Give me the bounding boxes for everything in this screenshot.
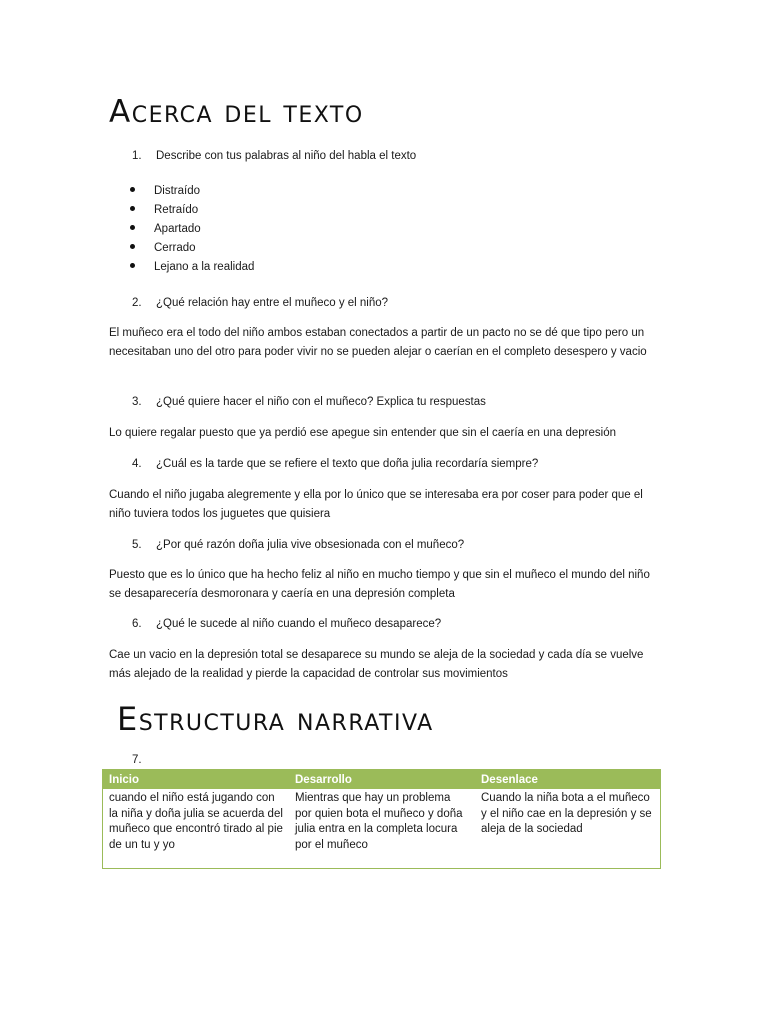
answer-6: Cae un vacio en la depresión total se desaparece su mundo se aleja de la sociedad y cada día se vuelve más alejado de la realidad y pierde la capacidad de controlar sus movimientos (109, 649, 644, 680)
question-3 (132, 393, 692, 412)
list-item-text: Cerrado (154, 242, 196, 254)
bullet-icon (130, 206, 135, 211)
question-number: 6. (132, 618, 142, 630)
question-number: 4. (132, 458, 142, 470)
question-text: ¿Qué quiere hacer el niño con el muñeco? Explica tu respuestas (156, 396, 486, 408)
question-text: Describe con tus palabras al niño del habla el texto (156, 150, 417, 162)
question-1 (132, 147, 692, 166)
cell-desarrollo: Mientras que hay un problema por quien bota el muñeco y doña julia entra en la completa locura por el muñeco (295, 792, 463, 851)
bullet-icon (130, 187, 135, 192)
list-item (130, 201, 198, 220)
list-item (130, 220, 201, 239)
answer-4: Cuando el niño jugaba alegremente y ella por lo único que se interesaba era por coser para poder que el niño tuviera todos los juguetes que quisiera (109, 489, 643, 520)
question-text: ¿Cuál es la tarde que se refiere el texto que doña julia recordaría siempre? (156, 458, 539, 470)
list-item-text: Apartado (154, 223, 201, 235)
question-6 (132, 615, 692, 634)
list-item (130, 258, 254, 277)
question-text: ¿Por qué razón doña julia vive obsesionada con el muñeco? (156, 539, 465, 551)
bullet-icon (130, 225, 135, 230)
question-text: ¿Qué relación hay entre el muñeco y el niño? (156, 297, 389, 309)
header-inicio: Inicio (103, 770, 289, 789)
question-5 (132, 536, 692, 555)
list-item (130, 239, 196, 258)
question-7 (132, 751, 692, 770)
cell-inicio: cuando el niño está jugando con la niña y doña julia se acuerda del muñeco que encontró tirado al pie de un tu y yo (109, 792, 283, 851)
section-heading-acerca: Acerca del texto (109, 94, 364, 130)
table-row (103, 789, 660, 855)
section-heading-estructura: Estructura narrativa (117, 700, 434, 738)
question-number: 1. (132, 150, 142, 162)
question-text: ¿Qué le sucede al niño cuando el muñeco desaparece? (156, 618, 442, 630)
question-number: 2. (132, 297, 142, 309)
answer-3: Lo quiere regalar puesto que ya perdió ese apegue sin entender que sin el caería en una depresión (109, 427, 617, 439)
structure-table (103, 770, 660, 855)
question-2 (132, 294, 692, 313)
bullet-icon (130, 263, 135, 268)
table-header-row (103, 770, 660, 789)
bullet-icon (130, 244, 135, 249)
question-number: 7. (132, 754, 142, 766)
list-item (130, 182, 200, 201)
list-item-text: Lejano a la realidad (154, 261, 255, 273)
header-desarrollo: Desarrollo (289, 770, 475, 789)
list-item-text: Retraído (154, 204, 199, 216)
question-4 (132, 455, 692, 474)
header-desenlace: Desenlace (475, 770, 660, 789)
answer-5: Puesto que es lo único que ha hecho feliz al niño en mucho tiempo y que sin el muñeco el mundo del niño se desaparecería desmoronara y caería en una depresión completa (109, 569, 650, 600)
list-item-text: Distraído (154, 185, 201, 197)
question-number: 5. (132, 539, 142, 551)
question-number: 3. (132, 396, 142, 408)
narrative-structure-table (102, 769, 661, 869)
cell-desenlace: Cuando la niña bota a el muñeco y el niño cae en la depresión y se aleja de la sociedad (481, 792, 652, 836)
answer-2: El muñeco era el todo del niño ambos estaban conectados a partir de un pacto no se dé que tipo pero un necesitaban uno del otro para poder vivir no se pueden alejar o caerían en el completo desespero y vacio (109, 327, 647, 358)
